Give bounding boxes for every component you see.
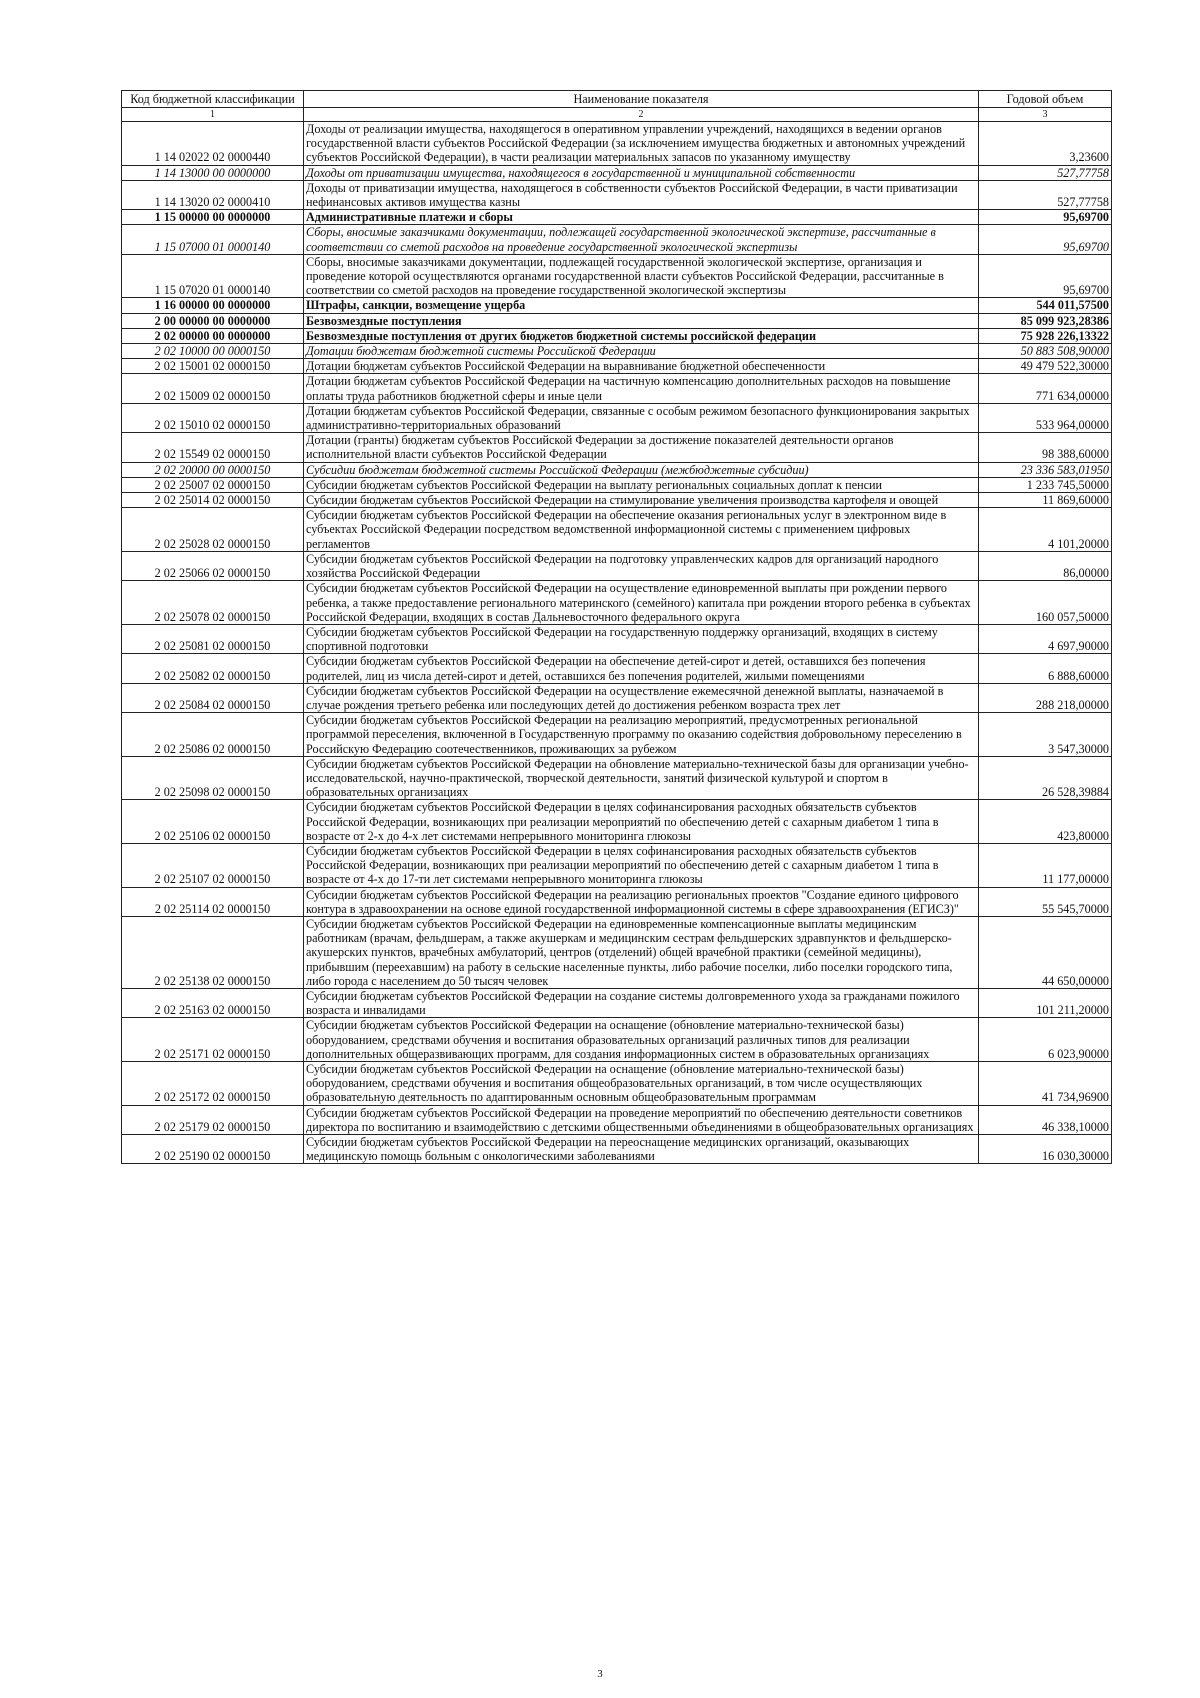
row-name: Субсидии бюджетам субъектов Российской Федерации на создание системы долговременного ухода за гражданами пожилого возраста и инвалидами	[304, 988, 979, 1017]
table-header-row	[122, 91, 1112, 108]
table-row	[122, 328, 1112, 343]
row-amount: 85 099 923,28386	[979, 313, 1112, 328]
row-name: Субсидии бюджетам субъектов Российской Федерации на оснащение (обновление материально-технической базы) оборудованием, средствами обучения и воспитания образовательных организаций различных типов для реализации дополнительных общеразвивающих программ, для создания информационных систем в образовательных организациях	[304, 1018, 979, 1062]
row-code: 2 02 25106 02 0000150	[122, 800, 304, 844]
row-code: 2 02 25084 02 0000150	[122, 683, 304, 712]
row-code: 2 02 25086 02 0000150	[122, 713, 304, 757]
row-amount: 423,80000	[979, 800, 1112, 844]
column-number-code: 1	[122, 108, 304, 122]
row-amount: 160 057,50000	[979, 581, 1112, 625]
table-row	[122, 313, 1112, 328]
row-name: Сборы, вносимые заказчиками документации, подлежащей государственной экологической экспертизе, организация и проведение которой осуществляются органами государственной власти субъектов Российской Федерации, рассчитанные в соответствии со сметой расходов на проведение государственной экологической экспертизы	[304, 254, 979, 298]
header-code: Код бюджетной классификации	[122, 91, 304, 108]
row-name: Дотации бюджетам субъектов Российской Федерации, связанные с особым режимом безопасного функционирования закрытых административно-территориальных образований	[304, 403, 979, 432]
row-name: Безвозмездные поступления	[304, 313, 979, 328]
row-name: Дотации бюджетам субъектов Российской Федерации на выравнивание бюджетной обеспеченности	[304, 359, 979, 374]
row-name: Доходы от приватизации имущества, находящегося в собственности субъектов Российской Федерации, в части приватизации нефинансовых активов имущества казны	[304, 180, 979, 209]
row-name: Субсидии бюджетам субъектов Российской Федерации на проведение мероприятий по обеспечению деятельности советников директора по воспитанию и взаимодействию с детскими общественными объединениями в общеобразовательных организациях	[304, 1105, 979, 1134]
row-amount: 46 338,10000	[979, 1105, 1112, 1134]
row-amount: 86,00000	[979, 551, 1112, 580]
row-code: 2 00 00000 00 0000000	[122, 313, 304, 328]
row-amount: 49 479 522,30000	[979, 359, 1112, 374]
row-code: 1 14 02022 02 0000440	[122, 122, 304, 166]
table-row	[122, 344, 1112, 359]
table-row	[122, 1135, 1112, 1164]
row-amount: 101 211,20000	[979, 988, 1112, 1017]
row-amount: 3,23600	[979, 122, 1112, 166]
row-amount: 1 233 745,50000	[979, 477, 1112, 492]
row-code: 2 02 25066 02 0000150	[122, 551, 304, 580]
row-code: 1 15 00000 00 0000000	[122, 210, 304, 225]
row-code: 2 02 25082 02 0000150	[122, 654, 304, 683]
row-amount: 11 177,00000	[979, 843, 1112, 887]
row-code: 2 02 25107 02 0000150	[122, 843, 304, 887]
header-amount: Годовой объем	[979, 91, 1112, 108]
row-amount: 44 650,00000	[979, 916, 1112, 988]
header-name: Наименование показателя	[304, 91, 979, 108]
row-amount: 50 883 508,90000	[979, 344, 1112, 359]
row-name: Субсидии бюджетам субъектов Российской Федерации на обновление материально-технической базы для организации учебно-исследовательской, научно-практической, творческой деятельности, занятий физической культурой и спортом в образовательных организациях	[304, 756, 979, 800]
row-amount: 95,69700	[979, 254, 1112, 298]
row-amount: 4 697,90000	[979, 624, 1112, 653]
row-code: 2 02 20000 00 0000150	[122, 462, 304, 477]
row-name: Доходы от приватизации имущества, находящегося в государственной и муниципальной собственности	[304, 165, 979, 180]
column-number-name: 2	[304, 108, 979, 122]
table-row	[122, 713, 1112, 757]
row-code: 2 02 25078 02 0000150	[122, 581, 304, 625]
row-code: 2 02 25007 02 0000150	[122, 477, 304, 492]
table-row	[122, 493, 1112, 508]
row-code: 2 02 25163 02 0000150	[122, 988, 304, 1017]
row-code: 1 14 13000 00 0000000	[122, 165, 304, 180]
row-name: Безвозмездные поступления от других бюджетов бюджетной системы российской федерации	[304, 328, 979, 343]
row-code: 2 02 25171 02 0000150	[122, 1018, 304, 1062]
row-amount: 55 545,70000	[979, 887, 1112, 916]
row-amount: 98 388,60000	[979, 433, 1112, 462]
table-row	[122, 916, 1112, 988]
row-name: Дотации бюджетам бюджетной системы Российской Федерации	[304, 344, 979, 359]
table-row	[122, 403, 1112, 432]
row-code: 1 15 07000 01 0000140	[122, 225, 304, 254]
budget-revenue-table	[121, 90, 1112, 1164]
row-code: 2 02 25190 02 0000150	[122, 1135, 304, 1164]
row-name: Субсидии бюджетам субъектов Российской Федерации на обеспечение оказания региональных услуг в электронном виде в субъектах Российской Федерации посредством ведомственной информационной системы с применением цифровых регламентов	[304, 508, 979, 552]
table-row	[122, 462, 1112, 477]
row-name: Субсидии бюджетам субъектов Российской Федерации на стимулирование увеличения производства картофеля и овощей	[304, 493, 979, 508]
row-amount: 4 101,20000	[979, 508, 1112, 552]
row-code: 1 16 00000 00 0000000	[122, 298, 304, 313]
table-row	[122, 1018, 1112, 1062]
row-name: Субсидии бюджетам субъектов Российской Федерации на переоснащение медицинских организаций, оказывающих медицинскую помощь больным с онкологическими заболеваниями	[304, 1135, 979, 1164]
row-code: 2 02 25138 02 0000150	[122, 916, 304, 988]
row-amount: 544 011,57500	[979, 298, 1112, 313]
row-name: Субсидии бюджетам субъектов Российской Федерации на единовременные компенсационные выплаты медицинским работникам (врачам, фельдшерам, а также акушеркам и медицинским сестрам фельдшерских здравпунктов и фельдшерско-акушерских пунктов, врачебных амбулаторий, центров (отделений) общей врачебной практики (семейной медицины), прибывшим (переехавшим) на работу в сельские населенные пункты, либо рабочие поселки, либо поселки городского типа, либо города с населением до 50 тысяч человек	[304, 916, 979, 988]
table-row	[122, 477, 1112, 492]
table-row	[122, 654, 1112, 683]
row-amount: 6 023,90000	[979, 1018, 1112, 1062]
row-name: Субсидии бюджетам субъектов Российской Федерации в целях софинансирования расходных обязательств субъектов Российской Федерации, возникающих при реализации мероприятий по обеспечению детей с сахарным диабетом 1 типа в возрасте от 2-х до 4-х лет системами непрерывного мониторинга глюкозы	[304, 800, 979, 844]
table-row	[122, 433, 1112, 462]
row-code: 2 02 15549 02 0000150	[122, 433, 304, 462]
row-name: Субсидии бюджетам субъектов Российской Федерации на оснащение (обновление материально-технической базы) оборудованием, средствами обучения и воспитания общеобразовательных организаций, в том числе осуществляющих образовательную деятельность по адаптированным основным общеобразовательным программам	[304, 1062, 979, 1106]
table-row	[122, 624, 1112, 653]
row-name: Субсидии бюджетам субъектов Российской Федерации на осуществление единовременной выплаты при рождении первого ребенка, а также предоставление регионального материнского (семейного) капитала при рождении второго ребенка в субъектах Российской Федерации, входящих в состав Дальневосточного федерального округа	[304, 581, 979, 625]
row-amount: 11 869,60000	[979, 493, 1112, 508]
page-number: 3	[597, 1668, 603, 1680]
row-amount: 41 734,96900	[979, 1062, 1112, 1106]
row-name: Субсидии бюджетам субъектов Российской Федерации на реализацию мероприятий, предусмотренных региональной программой переселения, включенной в Государственную программу по оказанию содействия добровольному переселению в Российскую Федерацию соотечественников, проживающих за рубежом	[304, 713, 979, 757]
row-name: Дотации бюджетам субъектов Российской Федерации на частичную компенсацию дополнительных расходов на повышение оплаты труда работников бюджетной сферы и иные цели	[304, 374, 979, 403]
row-name: Субсидии бюджетам субъектов Российской Федерации на подготовку управленческих кадров для организаций народного хозяйства Российской Федерации	[304, 551, 979, 580]
table-row	[122, 180, 1112, 209]
row-name: Субсидии бюджетам бюджетной системы Российской Федерации (межбюджетные субсидии)	[304, 462, 979, 477]
row-amount: 26 528,39884	[979, 756, 1112, 800]
column-number-row	[122, 108, 1112, 122]
table-row	[122, 508, 1112, 552]
row-amount: 95,69700	[979, 210, 1112, 225]
row-name: Субсидии бюджетам субъектов Российской Федерации на обеспечение детей-сирот и детей, оставшихся без попечения родителей, лиц из числа детей-сирот и детей, оставшихся без попечения родителей, жилыми помещениями	[304, 654, 979, 683]
table-row	[122, 210, 1112, 225]
row-amount: 23 336 583,01950	[979, 462, 1112, 477]
table-row	[122, 165, 1112, 180]
row-amount: 527,77758	[979, 180, 1112, 209]
table-row	[122, 254, 1112, 298]
row-code: 2 02 10000 00 0000150	[122, 344, 304, 359]
row-code: 2 02 25179 02 0000150	[122, 1105, 304, 1134]
table-row	[122, 988, 1112, 1017]
column-number-amount: 3	[979, 108, 1112, 122]
row-amount: 95,69700	[979, 225, 1112, 254]
table-row	[122, 298, 1112, 313]
row-name: Штрафы, санкции, возмещение ущерба	[304, 298, 979, 313]
row-amount: 75 928 226,13322	[979, 328, 1112, 343]
table-row	[122, 1105, 1112, 1134]
row-code: 1 15 07020 01 0000140	[122, 254, 304, 298]
table-row	[122, 887, 1112, 916]
row-name: Административные платежи и сборы	[304, 210, 979, 225]
row-code: 2 02 15010 02 0000150	[122, 403, 304, 432]
row-code: 2 02 25028 02 0000150	[122, 508, 304, 552]
table-row	[122, 581, 1112, 625]
table-row	[122, 225, 1112, 254]
row-name: Субсидии бюджетам субъектов Российской Федерации в целях софинансирования расходных обязательств субъектов Российской Федерации, возникающих при реализации мероприятий по обеспечению детей с сахарным диабетом 1 типа в возрасте от 4-х до 17-ти лет системами непрерывного мониторинга глюкозы	[304, 843, 979, 887]
row-amount: 6 888,60000	[979, 654, 1112, 683]
row-amount: 16 030,30000	[979, 1135, 1112, 1164]
row-code: 2 02 00000 00 0000000	[122, 328, 304, 343]
row-code: 2 02 25098 02 0000150	[122, 756, 304, 800]
row-code: 2 02 25081 02 0000150	[122, 624, 304, 653]
table-row	[122, 800, 1112, 844]
row-name: Сборы, вносимые заказчиками документации, подлежащей государственной экологической экспертизе, рассчитанные в соответствии со сметой расходов на проведение государственной экологической экспертизы	[304, 225, 979, 254]
row-amount: 533 964,00000	[979, 403, 1112, 432]
row-code: 2 02 15001 02 0000150	[122, 359, 304, 374]
row-code: 2 02 25172 02 0000150	[122, 1062, 304, 1106]
row-name: Субсидии бюджетам субъектов Российской Федерации на выплату региональных социальных доплат к пенсии	[304, 477, 979, 492]
row-amount: 527,77758	[979, 165, 1112, 180]
row-name: Дотации (гранты) бюджетам субъектов Российской Федерации за достижение показателей деятельности органов исполнительной власти субъектов Российской Федерации	[304, 433, 979, 462]
table-body	[122, 122, 1112, 1164]
row-amount: 3 547,30000	[979, 713, 1112, 757]
row-code: 2 02 15009 02 0000150	[122, 374, 304, 403]
row-code: 2 02 25014 02 0000150	[122, 493, 304, 508]
table-row	[122, 122, 1112, 166]
table-row	[122, 359, 1112, 374]
row-amount: 288 218,00000	[979, 683, 1112, 712]
table-row	[122, 683, 1112, 712]
row-name: Субсидии бюджетам субъектов Российской Федерации на государственную поддержку организаций, входящих в систему спортивной подготовки	[304, 624, 979, 653]
row-code: 1 14 13020 02 0000410	[122, 180, 304, 209]
table-row	[122, 1062, 1112, 1106]
table-row	[122, 756, 1112, 800]
row-amount: 771 634,00000	[979, 374, 1112, 403]
row-name: Субсидии бюджетам субъектов Российской Федерации на реализацию региональных проектов "Создание единого цифрового контура в здравоохранении на основе единой государственной информационной системы в сфере здравоохранения (ЕГИСЗ)"	[304, 887, 979, 916]
row-code: 2 02 25114 02 0000150	[122, 887, 304, 916]
table-row	[122, 374, 1112, 403]
row-name: Субсидии бюджетам субъектов Российской Федерации на осуществление ежемесячной денежной выплаты, назначаемой в случае рождения третьего ребенка или последующих детей до достижения ребенком возраста трех лет	[304, 683, 979, 712]
table-row	[122, 551, 1112, 580]
row-name: Доходы от реализации имущества, находящегося в оперативном управлении учреждений, находящихся в ведении органов государственной власти субъектов Российской Федерации (за исключением имущества бюджетных и автономных учреждений субъектов Российской Федерации), в части реализации материальных запасов по указанному имуществу	[304, 122, 979, 166]
table-row	[122, 843, 1112, 887]
